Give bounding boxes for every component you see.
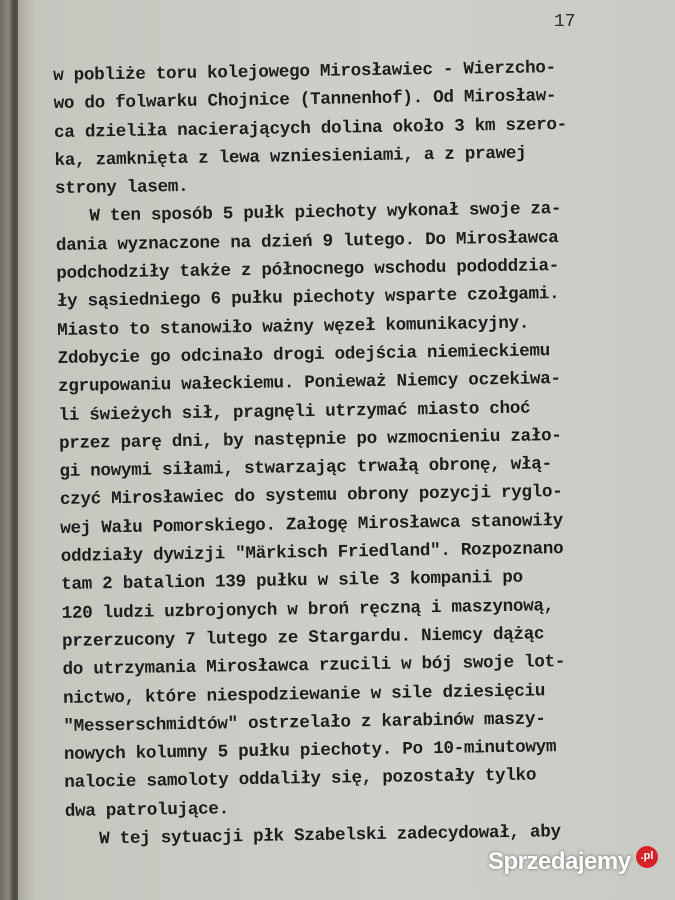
watermark-logo: Sprzedajemy [488,848,631,875]
text-line: przerzucony 7 lutego ze Stargardu. Niemcy dążąc [61,624,545,652]
text-line: strony lasem. [54,177,189,200]
text-line: nalocie samoloty oddaliły się, pozostały tylko [64,765,537,794]
text-line: gi nowymi siłami, stwarzając trwałą obronę, włą- [59,454,552,483]
text-line: Zdobycie go odcinało drogi odejścia niemieckiemu [57,341,551,369]
page-number: 17 [554,12,576,32]
text-line: zgrupowaniu wałeckiemu. Ponieważ Niemcy oczekiwa- [57,369,561,398]
watermark-badge: .pl [636,846,658,868]
text-line: w pobliże toru kolejowego Mirosławiec - Wierzcho- [53,58,556,86]
text-line: oddziały dywizji "Märkisch Friedland". Rozpoznano [60,539,564,567]
text-line: ca dzieliła nacierających dolina około 3 km szero- [53,114,568,143]
text-line: nowych kolumny 5 pułku piechoty. Po 10-minutowym [63,737,557,766]
text-line: przez parę dni, by następnie po wzmocnieniu zało- [58,425,562,454]
text-line: podchodziły także z północnego wschodu pododdzia- [56,256,560,285]
text-line: li świeżych sił, pragnęli utrzymać miasto choć [58,398,531,426]
text-line: W ten sposób 5 pułk piechoty wykonał swoje za- [89,199,562,227]
text-line: dania wyznaczone na dzień 9 lutego. Do Mirosławca [55,227,559,256]
text-line: 120 ludzi uzbrojonych w broń ręczną i maszynową, [61,595,555,624]
text-line: do utrzymania Mirosławca rzucili w bój swoje lot- [62,652,566,681]
book-spine [0,0,18,900]
text-line: wo do folwarku Chojnice (Tannenhof). Od Mirosław- [53,86,557,115]
text-line: wej Wału Pomorskiego. Załogę Mirosławca stanowiły [60,510,564,539]
text-line: nictwo, które niespodziewanie w sile dziesięciu [62,680,546,709]
text-line: czyć Mirosławiec do systemu obrony pozycji ryglo- [59,482,563,511]
text-line: W tej sytuacji płk Szabelski zadecydował, aby [99,822,561,850]
text-line: ły sąsiedniego 6 pułku piechoty wsparte czołgami. [56,284,560,313]
text-line: dwa patrolujące. [64,799,230,822]
text-line: ka, zamknięta z lewa wzniesieniami, a z prawej [54,143,527,171]
body-text [53,54,578,854]
text-line: tam 2 batalion 139 pułku w sile 3 kompanii po [61,568,523,596]
text-line: "Messerschmidtów" ostrzelało z karabinów maszy- [63,709,546,737]
document-page [18,0,675,900]
text-line: Miasto to stanowiło ważny węzeł komunikacyjny. [57,313,530,341]
